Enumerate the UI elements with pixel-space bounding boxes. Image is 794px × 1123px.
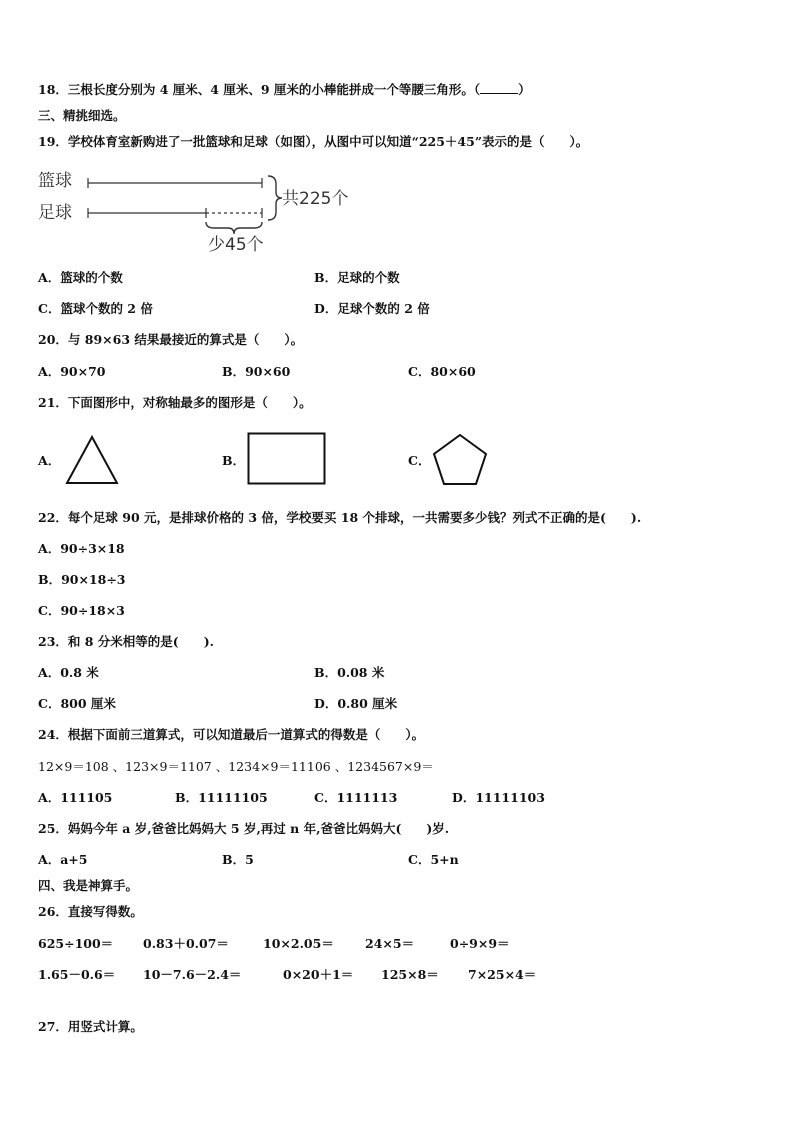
- option-c[interactable]: C．5+n: [408, 852, 459, 867]
- option-a[interactable]: A．0.8 米: [38, 665, 99, 680]
- option-a[interactable]: A．90÷3×18: [38, 541, 125, 556]
- option-d[interactable]: D．足球个数的 2 倍: [314, 301, 430, 316]
- calc-item[interactable]: 0.83＋0.07＝: [143, 936, 229, 951]
- option-c[interactable]: C．80×60: [408, 364, 476, 379]
- rectangle-icon: [247, 432, 327, 486]
- option-c[interactable]: C．: [408, 453, 431, 468]
- question-21-text: 21．下面图形中，对称轴最多的图形是（ ）。: [38, 395, 312, 410]
- question-26-text: 26．直接写得数。: [38, 904, 143, 919]
- total-label: 共225个: [282, 189, 349, 209]
- option-c[interactable]: C．800 厘米: [38, 696, 116, 711]
- triangle-icon: [64, 434, 120, 486]
- question-25-text: 25．妈妈今年 a 岁,爸爸比妈妈大 5 岁,再过 n 年,爸爸比妈妈大( )岁.: [38, 821, 450, 836]
- question-18-tail: ）: [518, 82, 531, 97]
- question-27-text: 27．用竖式计算。: [38, 1019, 143, 1034]
- calc-item[interactable]: 0×20＋1＝: [283, 967, 354, 982]
- less-brace: [206, 222, 262, 234]
- option-d[interactable]: D．11111103: [452, 790, 545, 805]
- calc-item[interactable]: 0÷9×9＝: [450, 936, 510, 951]
- question-20-text: 20．与 89×63 结果最接近的算式是（ ）。: [38, 332, 304, 347]
- label-basketball: 篮球: [38, 171, 72, 191]
- calc-item[interactable]: 625÷100＝: [38, 936, 114, 951]
- option-c[interactable]: C．1111113: [314, 790, 398, 805]
- less-label: 少45个: [208, 235, 264, 255]
- option-a[interactable]: A．a+5: [38, 852, 88, 867]
- option-b[interactable]: B．90×60: [222, 364, 291, 379]
- option-b[interactable]: B．0.08 米: [314, 665, 385, 680]
- pentagon-icon: [430, 432, 490, 488]
- section-3-heading: 三、精挑细选。: [38, 108, 126, 123]
- option-b[interactable]: B．: [222, 453, 246, 468]
- answer-blank[interactable]: [480, 82, 518, 94]
- option-a[interactable]: A．: [38, 453, 61, 468]
- ball-diagram: [38, 166, 368, 256]
- calc-item[interactable]: 10×2.05＝: [263, 936, 334, 951]
- formula-line: 12×9＝108 、123×9＝1107 、1234×9＝11106 、1234567×9＝: [38, 759, 434, 774]
- label-football: 足球: [38, 203, 72, 223]
- option-b[interactable]: B．5: [222, 852, 254, 867]
- question-18-text: 18．三根长度分别为 4 厘米、4 厘米、9 厘米的小棒能拼成一个等腰三角形。（: [38, 82, 481, 97]
- question-23-text: 23．和 8 分米相等的是( ).: [38, 634, 214, 649]
- calc-item[interactable]: 125×8＝: [381, 967, 439, 982]
- total-brace: [268, 176, 282, 220]
- question-18: [38, 82, 531, 98]
- option-b[interactable]: B．90×18÷3: [38, 572, 126, 587]
- question-22-text: 22．每个足球 90 元，是排球价格的 3 倍，学校要买 18 个排球，一共需要多少钱？列式不正确的是( ).: [38, 510, 642, 525]
- question-24-text: 24．根据下面前三道算式，可以知道最后一道算式的得数是（ ）。: [38, 727, 425, 742]
- option-b[interactable]: B．11111105: [175, 790, 268, 805]
- calc-item[interactable]: 24×5＝: [365, 936, 415, 951]
- question-19-text: 19．学校体育室新购进了一批篮球和足球（如图），从图中可以知道“225＋45”表示的是（ ）。: [38, 134, 589, 149]
- option-d[interactable]: D．0.80 厘米: [314, 696, 398, 711]
- calc-item[interactable]: 7×25×4＝: [468, 967, 537, 982]
- option-c[interactable]: C．篮球个数的 2 倍: [38, 301, 153, 316]
- option-a[interactable]: A．90×70: [38, 364, 106, 379]
- option-a[interactable]: A．篮球的个数: [38, 270, 123, 285]
- section-4-heading: 四、我是神算手。: [38, 878, 139, 893]
- calc-item[interactable]: 10－7.6－2.4＝: [143, 967, 242, 982]
- calc-item[interactable]: 1.65－0.6＝: [38, 967, 116, 982]
- option-a[interactable]: A．111105: [38, 790, 113, 805]
- option-b[interactable]: B．足球的个数: [314, 270, 400, 285]
- option-c[interactable]: C．90÷18×3: [38, 603, 125, 618]
